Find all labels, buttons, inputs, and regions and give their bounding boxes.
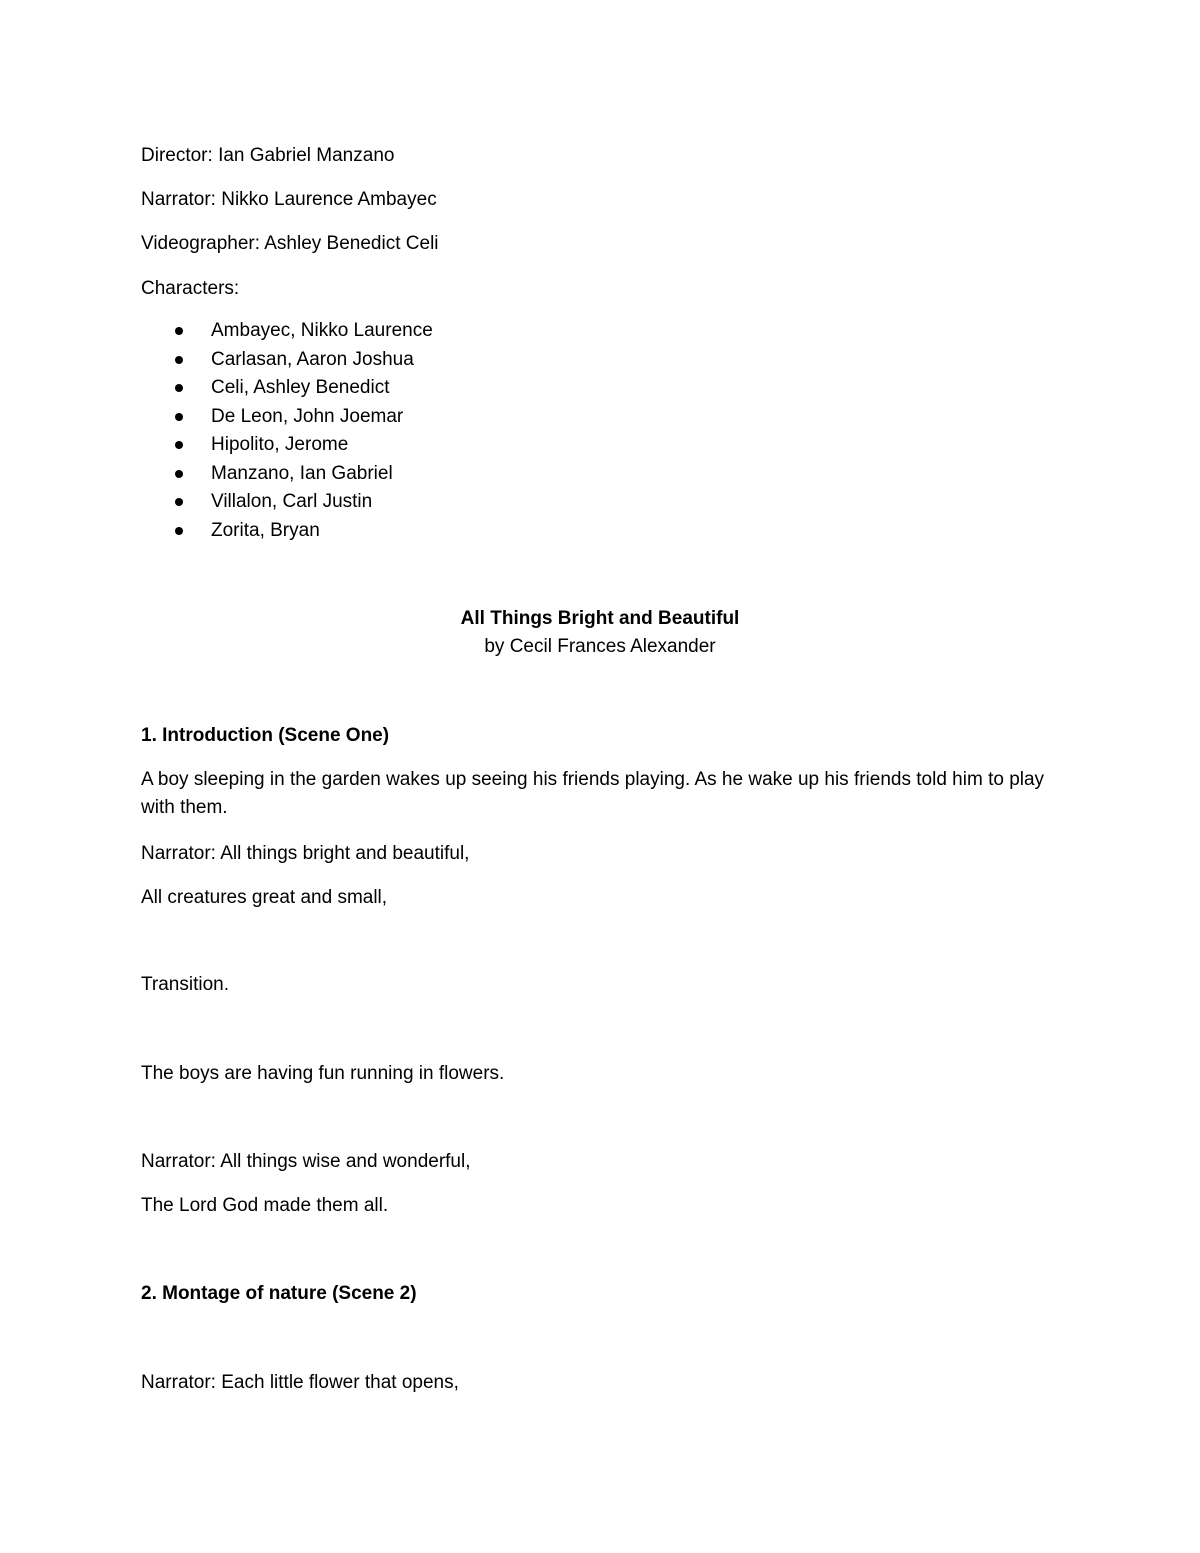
character-name: Zorita, Bryan — [211, 519, 320, 541]
scene1-action: The boys are having fun running in flowers. — [141, 1063, 505, 1084]
list-item — [141, 434, 433, 463]
list-item — [141, 406, 433, 435]
director-credit: Director: Ian Gabriel Manzano — [141, 145, 395, 166]
character-name: De Leon, John Joemar — [211, 405, 404, 427]
scene1-transition: Transition. — [141, 974, 229, 995]
scene2-heading: 2. Montage of nature (Scene 2) — [141, 1283, 417, 1304]
narrator-credit: Narrator: Nikko Laurence Ambayec — [141, 189, 437, 210]
list-item — [141, 520, 433, 549]
scene1-narration-4: The Lord God made them all. — [141, 1195, 389, 1216]
scene1-narration-1: Narrator: All things bright and beautiful, — [141, 843, 470, 864]
scene1-description: A boy sleeping in the garden wakes up seeing his friends playing. As he wake up his friends told him to play with them. — [141, 769, 1045, 818]
bullet-icon — [175, 356, 183, 364]
list-item — [141, 463, 433, 492]
bullet-icon — [175, 527, 183, 535]
bullet-icon — [175, 498, 183, 506]
character-name: Manzano, Ian Gabriel — [211, 462, 393, 484]
scene1-narration-2: All creatures great and small, — [141, 887, 388, 908]
bullet-icon — [175, 384, 183, 392]
poem-title: All Things Bright and Beautiful — [460, 608, 740, 629]
poem-author: by Cecil Frances Alexander — [484, 636, 716, 657]
bullet-icon — [175, 327, 183, 335]
scene2-narration-1: Narrator: Each little flower that opens, — [141, 1372, 459, 1393]
character-name: Ambayec, Nikko Laurence — [211, 320, 433, 341]
bullet-icon — [175, 470, 183, 478]
character-name: Villalon, Carl Justin — [211, 491, 373, 512]
character-name: Celi, Ashley Benedict — [211, 377, 390, 398]
scene1-narration-3: Narrator: All things wise and wonderful, — [141, 1151, 471, 1172]
videographer-credit: Videographer: Ashley Benedict Celi — [141, 233, 439, 254]
list-item — [141, 349, 433, 378]
list-item — [141, 491, 433, 520]
list-item — [141, 320, 433, 349]
list-item — [141, 377, 433, 406]
bullet-icon — [175, 441, 183, 449]
character-name: Carlasan, Aaron Joshua — [211, 348, 414, 370]
character-name: Hipolito, Jerome — [211, 434, 349, 455]
scene1-heading: 1. Introduction (Scene One) — [141, 725, 390, 746]
characters-list — [141, 320, 433, 548]
bullet-icon — [175, 413, 183, 421]
characters-label: Characters: — [141, 278, 240, 299]
